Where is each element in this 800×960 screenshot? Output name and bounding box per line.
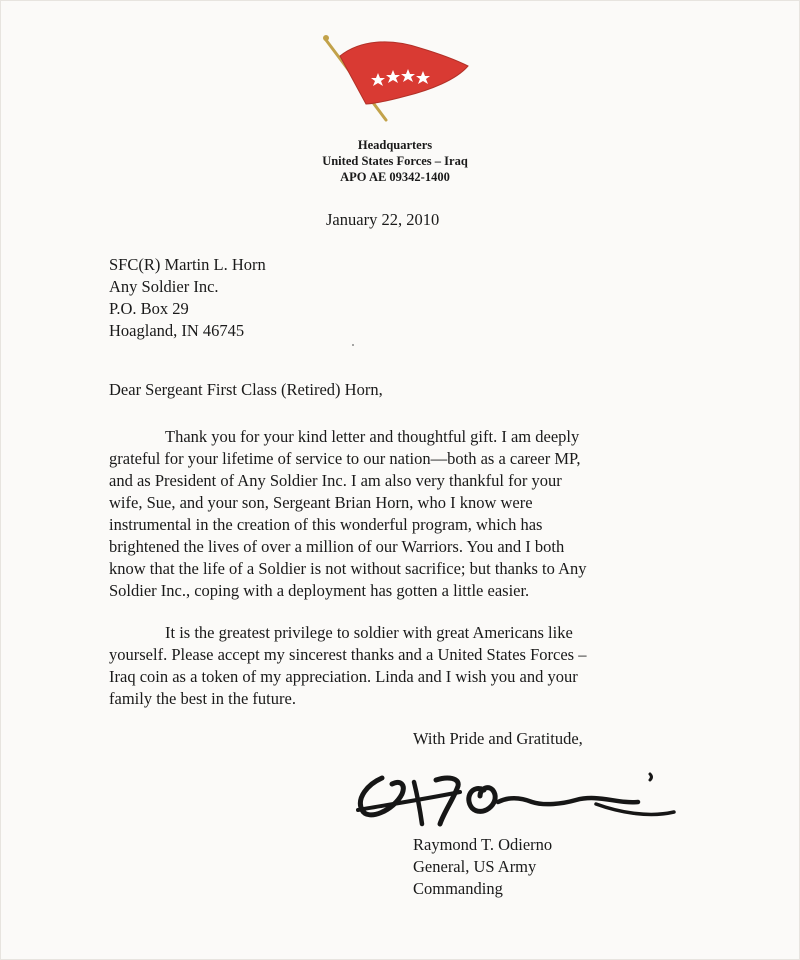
recipient-name: SFC(R) Martin L. Horn [109, 255, 266, 274]
recipient-address [109, 254, 266, 342]
paragraph-1-line: Soldier Inc., coping with a deployment has gotten a little easier. [109, 581, 530, 600]
paragraph-1-line: grateful for your lifetime of service to our nation—both as a career MP, [109, 449, 581, 468]
paragraph-1-line: instrumental in the creation of this wonderful program, which has [109, 515, 543, 534]
paragraph-1-line: Thank you for your kind letter and thoughtful gift. I am deeply [165, 427, 580, 446]
complimentary-closing: With Pride and Gratitude, [413, 729, 583, 748]
signer-block [413, 834, 552, 900]
letterhead [250, 137, 540, 185]
signer-rank: General, US Army [413, 857, 537, 876]
paragraph-1-line: and as President of Any Soldier Inc. I am also very thankful for your [109, 471, 562, 490]
paragraph-2-line: family the best in the future. [109, 689, 296, 708]
paragraph-2-line: It is the greatest privilege to soldier with great Americans like [165, 623, 573, 642]
recipient-city-state-zip: Hoagland, IN 46745 [109, 321, 245, 340]
paragraph-1-line: know that the life of a Soldier is not without sacrifice; but thanks to Any [109, 559, 587, 578]
paragraph-2-line: yourself. Please accept my sincerest thanks and a United States Forces – [109, 645, 587, 664]
letterhead-line-1: Headquarters [357, 138, 433, 152]
body-paragraph-1 [109, 426, 669, 602]
handwritten-signature-icon [348, 762, 678, 834]
stray-mark [352, 344, 354, 346]
signer-name: Raymond T. Odierno [413, 835, 553, 854]
paragraph-1-line: brightened the lives of over a million of our Warriors. You and I both [109, 537, 565, 556]
recipient-organization: Any Soldier Inc. [109, 277, 219, 296]
paragraph-2-line: Iraq coin as a token of my appreciation. Linda and I wish you and your [109, 667, 578, 686]
salutation: Dear Sergeant First Class (Retired) Horn, [109, 380, 383, 399]
paragraph-1-line: wife, Sue, and your son, Sergeant Brian Horn, who I know were [109, 493, 533, 512]
signer-title: Commanding [413, 879, 503, 898]
letterhead-line-3: APO AE 09342-1400 [340, 170, 450, 184]
recipient-po-box: P.O. Box 29 [109, 299, 189, 318]
body-paragraph-2 [109, 622, 669, 710]
letterhead-line-2: United States Forces – Iraq [322, 154, 468, 168]
four-star-general-flag-icon [318, 26, 478, 126]
letter-date: January 22, 2010 [326, 210, 440, 229]
